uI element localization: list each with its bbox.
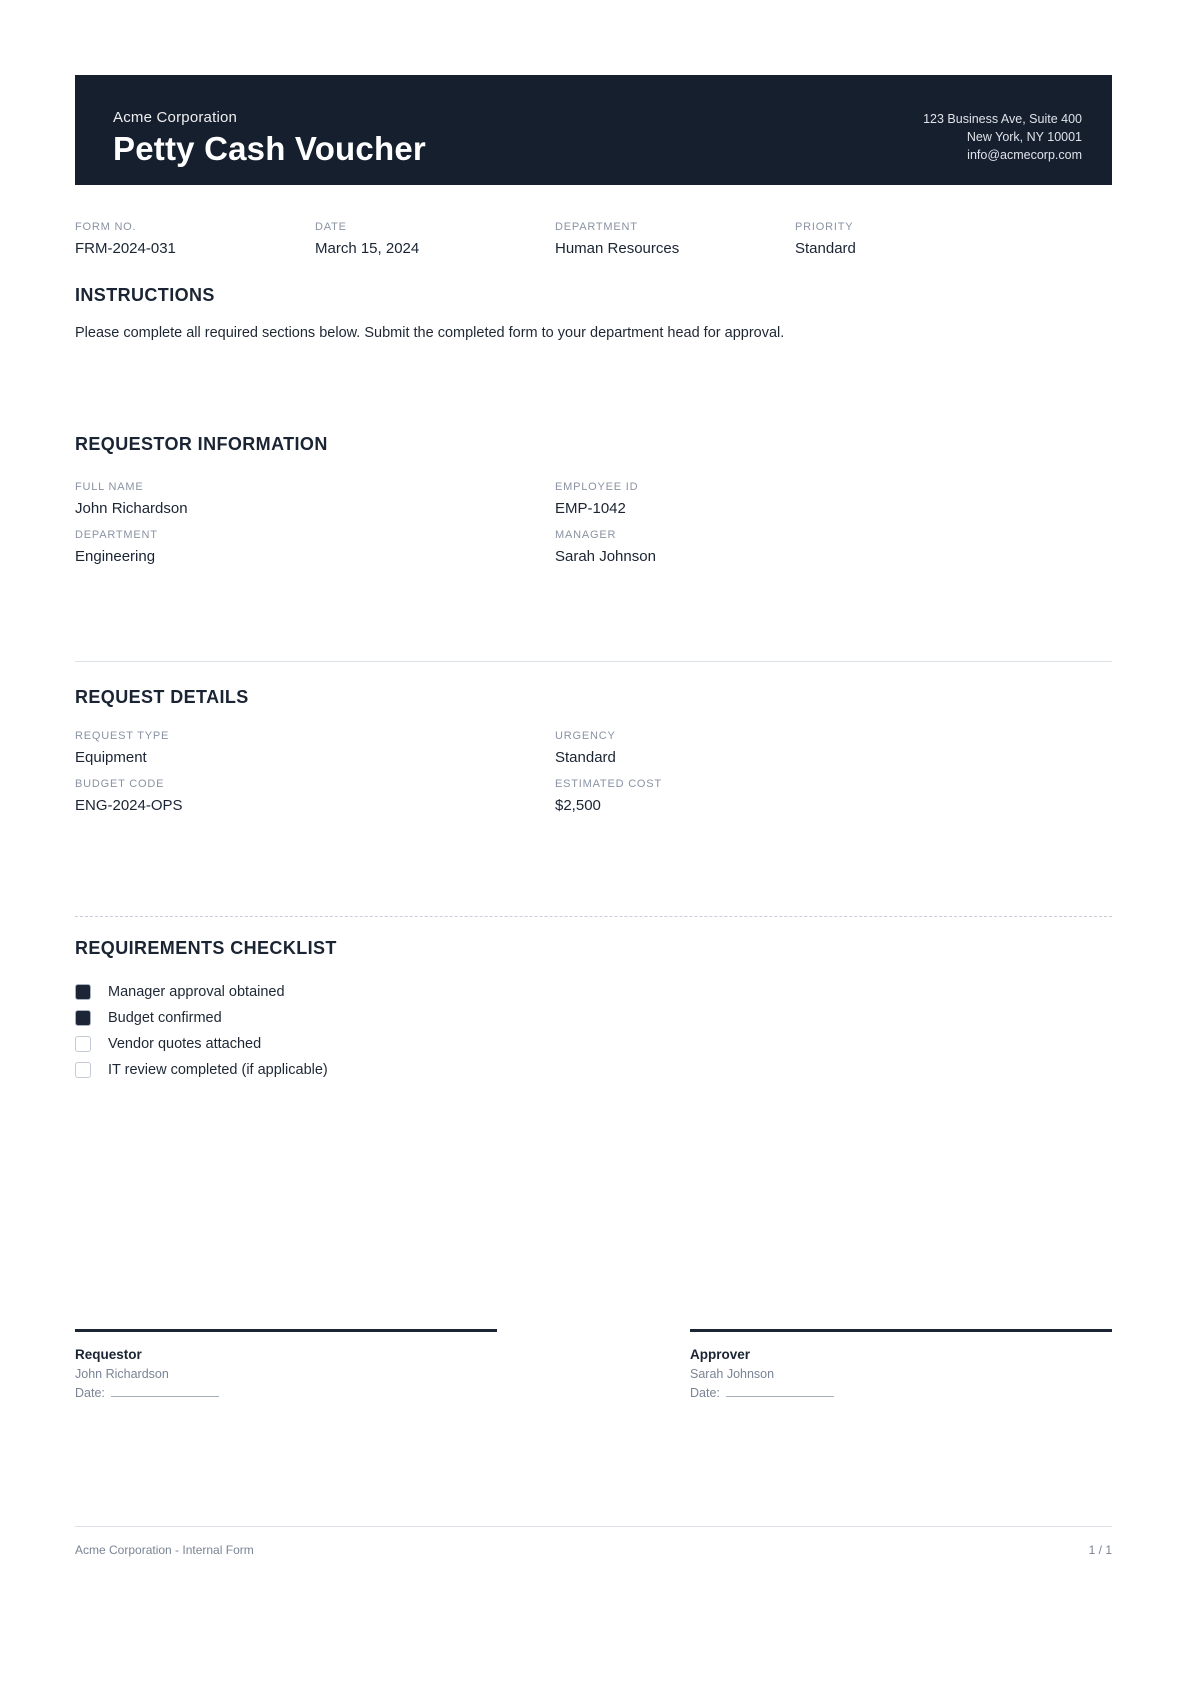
checklist-item-it-review[interactable] — [75, 1057, 1112, 1083]
checklist-item-label: Vendor quotes attached — [108, 1035, 262, 1052]
address-line-email: info@acmecorp.com — [967, 147, 1082, 162]
footer-left-text: Acme Corporation - Internal Form — [75, 1542, 254, 1557]
signature-date — [690, 1385, 1112, 1400]
requirements-checklist — [75, 979, 1112, 1083]
field-urgency — [555, 730, 1112, 766]
field-value: $2,500 — [555, 796, 601, 814]
company-address — [923, 109, 1082, 164]
signature-date — [75, 1385, 497, 1400]
checklist-item-label: IT review completed (if applicable) — [108, 1061, 328, 1078]
checklist-item-budget-confirmed[interactable] — [75, 1005, 1112, 1031]
field-value: Sarah Johnson — [555, 547, 656, 565]
signature-role: Approver — [690, 1346, 751, 1362]
date-fill-line — [111, 1385, 219, 1397]
field-label: MANAGER — [555, 528, 617, 541]
field-label: DEPARTMENT — [555, 221, 638, 233]
instructions-text: Please complete all required sections below. Submit the completed form to your department head for approval. — [75, 325, 785, 341]
section-divider-dashed — [75, 916, 1112, 917]
checkbox-icon[interactable] — [75, 1010, 91, 1026]
field-value: EMP-1042 — [555, 499, 626, 517]
meta-field-form-no — [75, 221, 315, 257]
field-budget-code — [75, 778, 555, 814]
section-divider — [75, 661, 1112, 662]
request-details-fields — [75, 730, 1112, 814]
field-department — [75, 529, 555, 565]
field-request-type — [75, 730, 555, 766]
form-meta-row — [75, 221, 1112, 257]
field-label: ESTIMATED COST — [555, 777, 662, 790]
meta-field-department — [555, 221, 795, 257]
signature-section — [75, 1329, 1112, 1400]
field-label: FORM NO. — [75, 221, 137, 233]
field-value: March 15, 2024 — [315, 240, 420, 257]
field-label: REQUEST TYPE — [75, 729, 170, 742]
field-label: BUDGET CODE — [75, 777, 165, 790]
field-label: EMPLOYEE ID — [555, 480, 639, 493]
request-details-heading: REQUEST DETAILS — [75, 686, 249, 707]
instructions-heading: INSTRUCTIONS — [75, 285, 215, 305]
field-value: Equipment — [75, 748, 147, 766]
field-value: John Richardson — [75, 499, 188, 517]
signature-name: Sarah Johnson — [690, 1366, 775, 1381]
field-label: DEPARTMENT — [75, 528, 158, 541]
address-line-street: 123 Business Ave, Suite 400 — [923, 112, 1082, 126]
signature-block-requestor — [75, 1329, 497, 1400]
company-name: Acme Corporation — [113, 109, 238, 126]
meta-field-priority — [795, 221, 1035, 257]
requirements-checklist-heading: REQUIREMENTS CHECKLIST — [75, 937, 337, 958]
field-full-name — [75, 481, 555, 517]
field-label: URGENCY — [555, 729, 616, 742]
checkbox-icon[interactable] — [75, 1036, 91, 1052]
date-fill-line — [726, 1385, 834, 1397]
field-value: ENG-2024-OPS — [75, 796, 183, 814]
field-label: DATE — [315, 221, 347, 233]
field-label: FULL NAME — [75, 480, 144, 493]
checklist-item-label: Budget confirmed — [108, 1009, 222, 1026]
field-value: FRM-2024-031 — [75, 240, 176, 257]
field-value: Engineering — [75, 547, 156, 565]
checkbox-icon[interactable] — [75, 1062, 91, 1078]
signature-block-approver — [690, 1329, 1112, 1400]
field-employee-id — [555, 481, 1112, 517]
field-estimated-cost — [555, 778, 1112, 814]
field-manager — [555, 529, 1112, 565]
signature-role: Requestor — [75, 1346, 142, 1362]
meta-field-date — [315, 221, 555, 257]
checklist-item-label: Manager approval obtained — [108, 983, 285, 1000]
header-left — [113, 109, 426, 167]
field-value: Human Resources — [555, 240, 680, 257]
signature-line — [75, 1329, 497, 1332]
date-label: Date: — [690, 1385, 720, 1400]
checkbox-icon[interactable] — [75, 984, 91, 1000]
address-line-city: New York, NY 10001 — [966, 129, 1082, 144]
field-value: Standard — [555, 748, 616, 766]
requestor-information-heading: REQUESTOR INFORMATION — [75, 433, 328, 454]
form-title: Petty Cash Voucher — [113, 130, 426, 167]
signature-name: John Richardson — [75, 1366, 169, 1381]
checklist-item-vendor-quotes[interactable] — [75, 1031, 1112, 1057]
field-value: Standard — [795, 240, 856, 257]
page-footer — [75, 1543, 1112, 1557]
page-number: 1 / 1 — [1088, 1542, 1112, 1557]
form-header — [75, 75, 1112, 185]
date-label: Date: — [75, 1385, 105, 1400]
requestor-information-fields — [75, 481, 1112, 565]
signature-line — [690, 1329, 1112, 1332]
field-label: PRIORITY — [795, 221, 854, 233]
checklist-item-manager-approval[interactable] — [75, 979, 1112, 1005]
footer-divider — [75, 1526, 1112, 1527]
